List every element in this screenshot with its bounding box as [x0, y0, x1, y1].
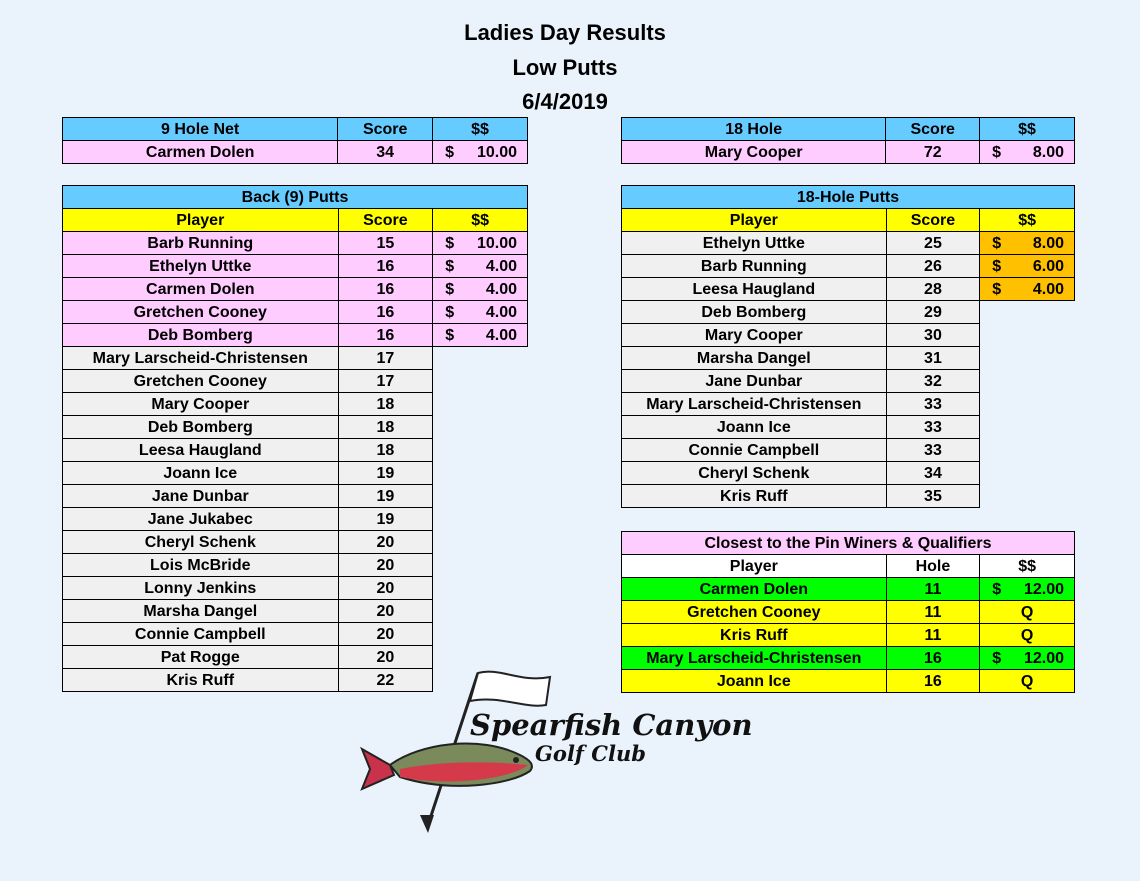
player-name: Lonny Jenkins — [63, 577, 339, 600]
payout-amount: 10.00 — [476, 234, 517, 252]
table-row — [63, 278, 528, 301]
table-row — [622, 301, 1075, 324]
table-row — [622, 462, 1075, 485]
score: 18 — [338, 439, 433, 462]
table-row — [622, 232, 1075, 255]
player-name: Jane Dunbar — [622, 370, 887, 393]
score: 20 — [338, 531, 433, 554]
player-name: Gretchen Cooney — [63, 301, 339, 324]
column-header: Player — [63, 209, 339, 232]
player-name: Leesa Haugland — [63, 439, 339, 462]
score: 16 — [338, 255, 433, 278]
player-name: Pat Rogge — [63, 646, 339, 669]
back-nine-putts-table — [62, 185, 528, 692]
table-row — [622, 255, 1075, 278]
player-name: Gretchen Cooney — [622, 601, 887, 624]
table-row — [63, 370, 528, 393]
player-name: Carmen Dolen — [63, 141, 338, 164]
payout-amount: 8.00 — [1032, 234, 1064, 252]
empty-cell — [980, 462, 1075, 485]
score: 34 — [338, 141, 433, 164]
logo-text-line1: Spearfish Canyon — [470, 708, 753, 742]
payout — [433, 301, 528, 324]
score: 31 — [886, 347, 980, 370]
payout-amount: 12.00 — [1023, 580, 1064, 598]
empty-cell — [980, 485, 1075, 508]
empty-cell — [433, 462, 528, 485]
empty-cell — [980, 393, 1075, 416]
table-row — [63, 577, 528, 600]
empty-cell — [980, 416, 1075, 439]
table-row — [63, 623, 528, 646]
player-name: Leesa Haugland — [622, 278, 887, 301]
payout-amount: 4.00 — [485, 326, 517, 344]
empty-cell — [433, 577, 528, 600]
player-name: Joann Ice — [63, 462, 339, 485]
score: 16 — [338, 278, 433, 301]
score: 20 — [338, 554, 433, 577]
page-date: 6/4/2019 — [522, 89, 608, 114]
score: 19 — [338, 508, 433, 531]
score: 33 — [886, 393, 980, 416]
score: 17 — [338, 347, 433, 370]
table-row — [63, 324, 528, 347]
score: 19 — [338, 462, 433, 485]
table-title: 18-Hole Putts — [622, 186, 1075, 209]
payout-amount: 6.00 — [1032, 257, 1064, 275]
column-header: $$ — [433, 118, 528, 141]
empty-cell — [433, 439, 528, 462]
table-row — [63, 141, 528, 164]
score: 20 — [338, 600, 433, 623]
player-name: Jane Jukabec — [63, 508, 339, 531]
currency-symbol: $ — [992, 649, 1002, 667]
column-header: Hole — [886, 555, 980, 578]
score: 25 — [886, 232, 980, 255]
payout — [433, 255, 528, 278]
payout-amount: 12.00 — [1023, 649, 1064, 667]
currency-symbol: $ — [445, 303, 455, 321]
table-header-row — [63, 209, 528, 232]
payout — [433, 141, 528, 164]
empty-cell — [980, 301, 1075, 324]
page-title: Ladies Day Results — [464, 20, 666, 45]
empty-cell — [433, 531, 528, 554]
spearfish-canyon-logo — [360, 665, 753, 840]
table-row — [63, 508, 528, 531]
table-row — [63, 439, 528, 462]
empty-cell — [433, 393, 528, 416]
empty-cell — [980, 439, 1075, 462]
table-row — [622, 624, 1075, 647]
player-name: Cheryl Schenk — [63, 531, 339, 554]
score: 19 — [338, 485, 433, 508]
currency-symbol: $ — [992, 143, 1002, 161]
player-name: Joann Ice — [622, 416, 887, 439]
table-row — [622, 324, 1075, 347]
empty-cell — [433, 600, 528, 623]
player-name: Carmen Dolen — [63, 278, 339, 301]
hole-number: 16 — [886, 670, 980, 693]
score: 15 — [338, 232, 433, 255]
table-title-row — [622, 532, 1075, 555]
player-name: Lois McBride — [63, 554, 339, 577]
player-name: Gretchen Cooney — [63, 370, 339, 393]
table-row — [63, 531, 528, 554]
empty-cell — [433, 347, 528, 370]
score: 33 — [886, 439, 980, 462]
payout-amount: 4.00 — [1032, 280, 1064, 298]
player-name: Connie Campbell — [622, 439, 887, 462]
player-name: Deb Bomberg — [63, 324, 339, 347]
payout — [980, 578, 1075, 601]
player-name: Deb Bomberg — [63, 416, 339, 439]
table-header-row — [63, 118, 528, 141]
table-title: Closest to the Pin Winers & Qualifiers — [622, 532, 1075, 555]
currency-symbol: $ — [445, 326, 455, 344]
player-name: Cheryl Schenk — [622, 462, 887, 485]
player-name: Connie Campbell — [63, 623, 339, 646]
currency-symbol: $ — [445, 257, 455, 275]
currency-symbol: $ — [445, 234, 455, 252]
table-row — [63, 393, 528, 416]
table-header-row — [622, 118, 1075, 141]
player-name: Mary Larscheid-Christensen — [622, 647, 887, 670]
score: 32 — [886, 370, 980, 393]
payout — [433, 324, 528, 347]
empty-cell — [433, 370, 528, 393]
table-row — [622, 578, 1075, 601]
score: 30 — [886, 324, 980, 347]
table-row — [63, 347, 528, 370]
empty-cell — [980, 370, 1075, 393]
currency-symbol: $ — [992, 280, 1002, 298]
table-row — [622, 601, 1075, 624]
player-name: Mary Cooper — [622, 141, 886, 164]
table-row — [63, 301, 528, 324]
empty-cell — [433, 485, 528, 508]
qualifier-mark: Q — [980, 670, 1075, 693]
currency-symbol: $ — [992, 234, 1002, 252]
column-header: 18 Hole — [622, 118, 886, 141]
payout-amount: 4.00 — [485, 257, 517, 275]
player-name: Kris Ruff — [63, 669, 339, 692]
score: 28 — [886, 278, 980, 301]
player-name: Mary Larscheid-Christensen — [63, 347, 339, 370]
score: 26 — [886, 255, 980, 278]
column-header: Score — [338, 209, 433, 232]
nine-hole-net-table — [62, 117, 528, 164]
qualifier-mark: Q — [980, 601, 1075, 624]
logo-graphic — [360, 665, 753, 835]
score: 20 — [338, 646, 433, 669]
table-row — [63, 485, 528, 508]
logo-text-line2: Golf Club — [535, 741, 646, 766]
currency-symbol: $ — [992, 257, 1002, 275]
page-subtitle: Low Putts — [512, 55, 618, 80]
hole-number: 11 — [886, 624, 980, 647]
table-row — [622, 416, 1075, 439]
player-name: Barb Running — [622, 255, 887, 278]
column-header: Score — [886, 209, 980, 232]
table-row — [63, 416, 528, 439]
table-row — [622, 141, 1075, 164]
table-row — [622, 347, 1075, 370]
empty-cell — [980, 347, 1075, 370]
player-name: Mary Larscheid-Christensen — [622, 393, 887, 416]
column-header: $$ — [980, 118, 1075, 141]
score: 20 — [338, 623, 433, 646]
payout-amount: 8.00 — [1032, 143, 1064, 161]
player-name: Marsha Dangel — [63, 600, 339, 623]
score: 20 — [338, 577, 433, 600]
table-title: Back (9) Putts — [63, 186, 528, 209]
column-header: Player — [622, 209, 887, 232]
player-name: Carmen Dolen — [622, 578, 887, 601]
column-header: Player — [622, 555, 887, 578]
player-name: Kris Ruff — [622, 485, 887, 508]
table-title-row — [63, 186, 528, 209]
table-row — [63, 554, 528, 577]
score: 16 — [338, 324, 433, 347]
player-name: Joann Ice — [622, 670, 887, 693]
empty-cell — [433, 623, 528, 646]
payout-amount: 10.00 — [476, 143, 517, 161]
column-header: Score — [338, 118, 433, 141]
currency-symbol: $ — [445, 280, 455, 298]
player-name: Jane Dunbar — [63, 485, 339, 508]
score: 72 — [886, 141, 980, 164]
payout-amount: 4.00 — [485, 303, 517, 321]
player-name: Barb Running — [63, 232, 339, 255]
score: 18 — [338, 416, 433, 439]
player-name: Mary Cooper — [622, 324, 887, 347]
player-name: Ethelyn Uttke — [63, 255, 339, 278]
column-header: 9 Hole Net — [63, 118, 338, 141]
table-row — [622, 485, 1075, 508]
score: 34 — [886, 462, 980, 485]
qualifier-mark: Q — [980, 624, 1075, 647]
payout — [980, 278, 1075, 301]
score: 35 — [886, 485, 980, 508]
table-row — [622, 439, 1075, 462]
score: 22 — [338, 669, 433, 692]
score: 33 — [886, 416, 980, 439]
table-row — [63, 255, 528, 278]
player-name: Deb Bomberg — [622, 301, 887, 324]
table-row — [622, 370, 1075, 393]
table-title-row — [622, 186, 1075, 209]
table-row — [622, 393, 1075, 416]
player-name: Marsha Dangel — [622, 347, 887, 370]
empty-cell — [433, 416, 528, 439]
score: 17 — [338, 370, 433, 393]
score: 18 — [338, 393, 433, 416]
payout — [980, 647, 1075, 670]
eighteen-hole-putts-table — [621, 185, 1075, 508]
payout — [980, 255, 1075, 278]
column-header: $$ — [980, 209, 1075, 232]
empty-cell — [433, 508, 528, 531]
column-header: $$ — [433, 209, 528, 232]
column-header: $$ — [980, 555, 1075, 578]
table-row — [63, 600, 528, 623]
score: 29 — [886, 301, 980, 324]
player-name: Ethelyn Uttke — [622, 232, 887, 255]
payout — [433, 232, 528, 255]
hole-number: 11 — [886, 601, 980, 624]
table-row — [63, 232, 528, 255]
payout — [980, 232, 1075, 255]
payout — [980, 141, 1075, 164]
score: 16 — [338, 301, 433, 324]
trout-fish-icon — [362, 744, 532, 789]
table-header-row — [622, 209, 1075, 232]
payout-amount: 4.00 — [485, 280, 517, 298]
hole-number: 16 — [886, 647, 980, 670]
player-name: Kris Ruff — [622, 624, 887, 647]
empty-cell — [433, 554, 528, 577]
hole-number: 11 — [886, 578, 980, 601]
payout — [433, 278, 528, 301]
eighteen-hole-table — [621, 117, 1075, 164]
table-row — [622, 278, 1075, 301]
empty-cell — [980, 324, 1075, 347]
currency-symbol: $ — [992, 580, 1002, 598]
table-row — [63, 462, 528, 485]
column-header: Score — [886, 118, 980, 141]
currency-symbol: $ — [445, 143, 454, 161]
player-name: Mary Cooper — [63, 393, 339, 416]
table-header-row — [622, 555, 1075, 578]
